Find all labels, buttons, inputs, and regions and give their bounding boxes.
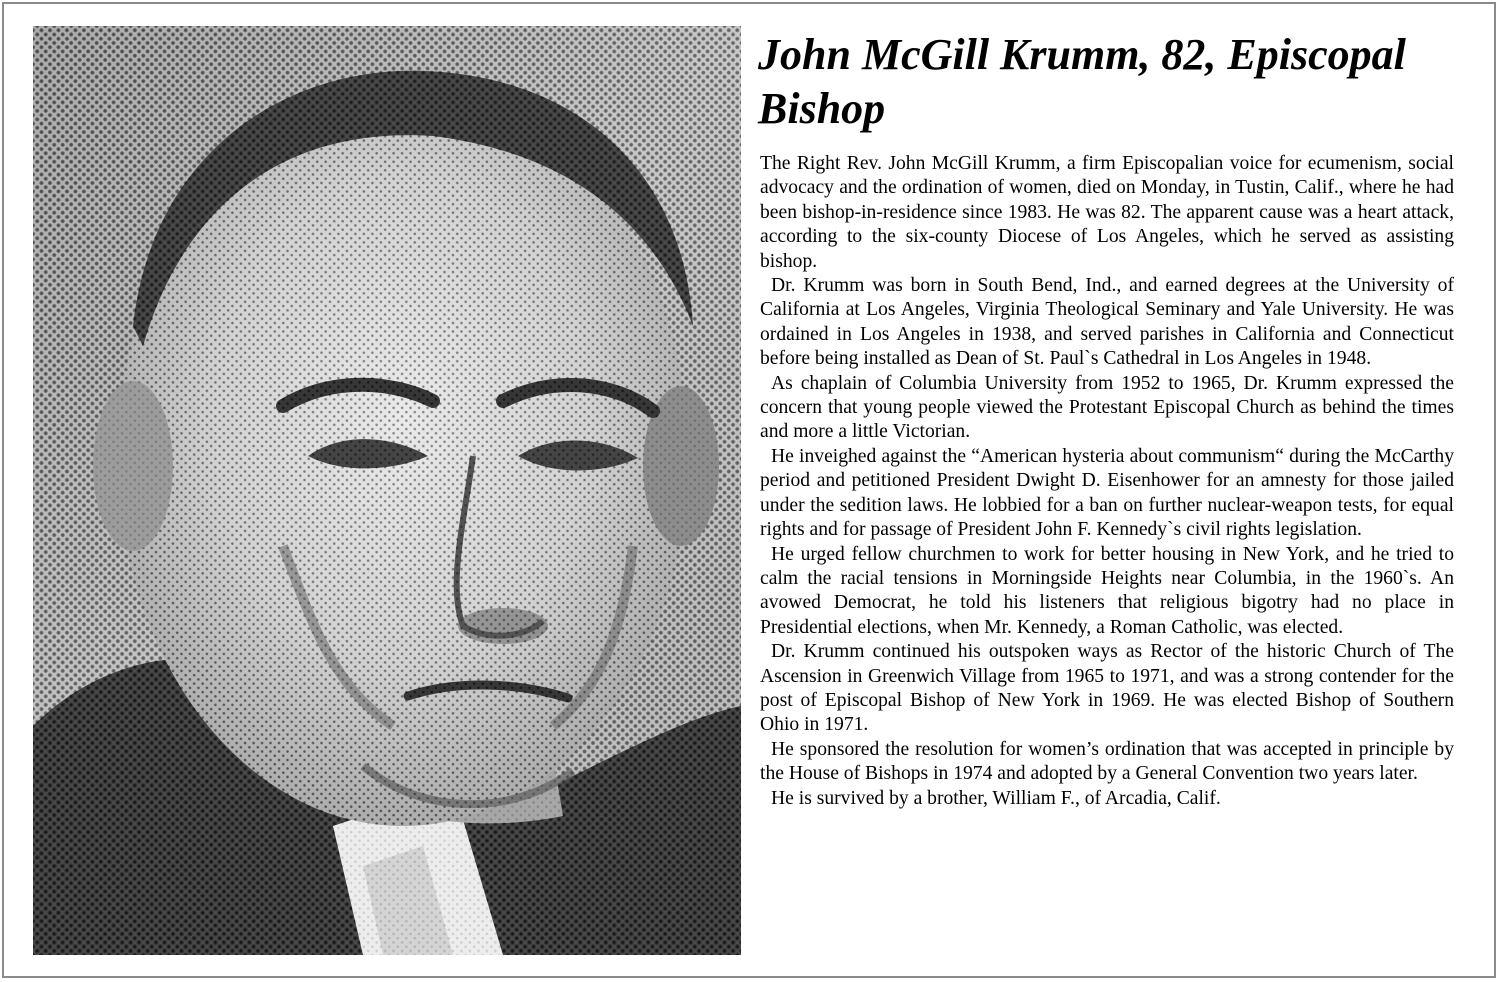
obituary-article <box>760 152 1454 811</box>
article-paragraph: Dr. Krumm was born in South Bend, Ind., and earned degrees at the University of California at Los Angeles, Virginia Theological Seminary and Yale University. He was ordained in Los Angeles in 1938, and served parishes in California and Connecticut before being installed as Dean of St. Paul`s Cathedral in Los Angeles in 1948. <box>760 275 1454 370</box>
article-paragraph: He urged fellow churchmen to work for better housing in New York, and he tried to calm the racial tensions in Morningside Heights near Columbia, in the 1960`s. An avowed Democrat, he told his listeners that religious bigotry had no place in Presidential elections, when Mr. Kennedy, a Roman Catholic, was elected. <box>760 543 1454 638</box>
article-paragraph: As chaplain of Columbia University from 1952 to 1965, Dr. Krumm expressed the concern that young people viewed the Protestant Episcopal Church as behind the times and more a little Victorian. <box>760 372 1454 443</box>
headline: John McGill Krumm, 82, Episcopal Bishop <box>758 30 1406 133</box>
article-paragraph: He inveighed against the “American hysteria about communism“ during the McCarthy period and petitioned President Dwight D. Eisenhower for an amnesty for those jailed under the sedition laws. He lobbied for a ban on further nuclear-weapon tests, for equal rights and for passage of President John F. Kennedy`s civil rights legislation. <box>760 445 1454 541</box>
article-paragraph: He is survived by a brother, William F., of Arcadia, Calif. <box>771 787 1221 809</box>
portrait-photo <box>33 26 741 955</box>
article-paragraph: He sponsored the resolution for women’s ordination that was accepted in principle by the House of Bishops in 1974 and adopted by a General Convention two years later. <box>760 738 1454 785</box>
article-paragraph: Dr. Krumm continued his outspoken ways as Rector of the historic Church of The Ascension in Greenwich Village from 1965 to 1971, and was a strong contender for the post of Episcopal Bishop of New York in 1969. He was elected Bishop of Southern Ohio in 1971. <box>760 641 1454 736</box>
article-paragraph: The Right Rev. John McGill Krumm, a firm Episcopalian voice for ecumenism, social advocacy and the ordination of women, died on Monday, in Tustin, Calif., where he had been bishop-in-residence since 1983. He was 82. The apparent cause was a heart attack, according to the six-county Diocese of Los Angeles, which he served as assisting bishop. <box>760 153 1454 272</box>
